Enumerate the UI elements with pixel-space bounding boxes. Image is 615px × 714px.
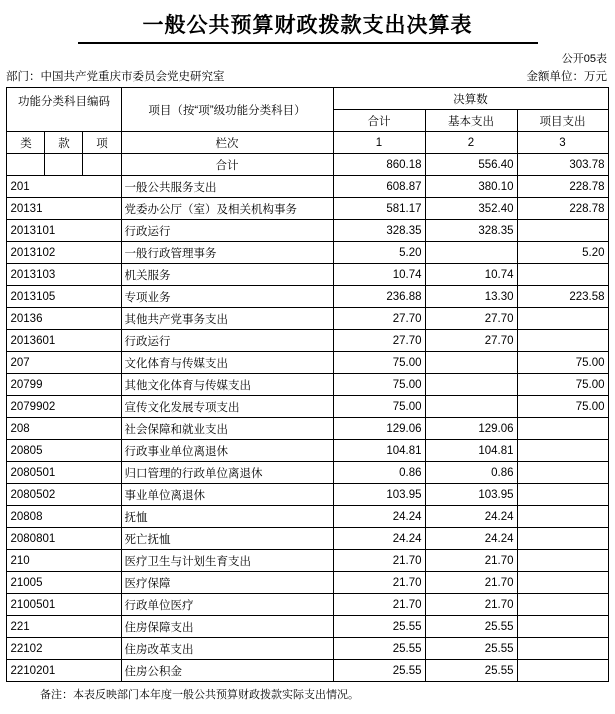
- row-name: 住房保障支出: [121, 616, 333, 638]
- table-header-row-1: [7, 88, 608, 110]
- row-value-3: [517, 484, 608, 506]
- table-row: [7, 374, 608, 396]
- row-value-3: 228.78: [517, 176, 608, 198]
- table-row: [7, 396, 608, 418]
- row-value-1: 24.24: [333, 528, 425, 550]
- row-name: 医疗保障: [121, 572, 333, 594]
- table-row: [7, 594, 608, 616]
- row-value-3: [517, 594, 608, 616]
- table-row: [7, 264, 608, 286]
- table-row: [7, 462, 608, 484]
- code-group-header-label: 功能分类科目编码: [17, 96, 110, 108]
- table-row: [7, 440, 608, 462]
- row-value-3: [517, 462, 608, 484]
- row-value-1: 129.06: [333, 418, 425, 440]
- row-value-3: 75.00: [517, 374, 608, 396]
- table-row: [7, 484, 608, 506]
- row-value-2: 13.30: [425, 286, 517, 308]
- row-code: 2100501: [7, 594, 121, 616]
- total-row-section: [45, 154, 83, 176]
- table-row: [7, 506, 608, 528]
- total-row-value-3: 303.78: [517, 154, 608, 176]
- row-code: 2080502: [7, 484, 121, 506]
- row-value-3: 5.20: [517, 242, 608, 264]
- row-value-3: [517, 550, 608, 572]
- row-value-2: [425, 374, 517, 396]
- row-code: 2013102: [7, 242, 121, 264]
- table-row: [7, 220, 608, 242]
- row-code: 207: [7, 352, 121, 374]
- row-code: 221: [7, 616, 121, 638]
- row-name: 行政运行: [121, 220, 333, 242]
- row-name: 其他文化体育与传媒支出: [121, 374, 333, 396]
- row-value-2: 10.74: [425, 264, 517, 286]
- row-code: 201: [7, 176, 121, 198]
- row-value-3: 223.58: [517, 286, 608, 308]
- row-code: 2080501: [7, 462, 121, 484]
- row-name: 社会保障和就业支出: [121, 418, 333, 440]
- item-column-header: 项目（按“项”级功能分类科目）: [121, 88, 333, 132]
- row-value-2: 24.24: [425, 528, 517, 550]
- row-value-2: 104.81: [425, 440, 517, 462]
- row-value-1: 75.00: [333, 374, 425, 396]
- table-row: [7, 616, 608, 638]
- row-value-1: 103.95: [333, 484, 425, 506]
- row-value-3: [517, 308, 608, 330]
- row-value-2: 21.70: [425, 594, 517, 616]
- row-value-1: 236.88: [333, 286, 425, 308]
- table-row: [7, 330, 608, 352]
- header-level-class: 类: [7, 132, 45, 154]
- row-value-3: [517, 330, 608, 352]
- row-code: 20805: [7, 440, 121, 462]
- row-value-1: 21.70: [333, 572, 425, 594]
- department-line: [0, 68, 615, 87]
- row-code: 2079902: [7, 396, 121, 418]
- row-name: 住房改革支出: [121, 638, 333, 660]
- table-row: [7, 528, 608, 550]
- row-value-1: 27.70: [333, 308, 425, 330]
- row-name: 死亡抚恤: [121, 528, 333, 550]
- row-code: 2013101: [7, 220, 121, 242]
- row-value-2: 380.10: [425, 176, 517, 198]
- row-value-3: [517, 616, 608, 638]
- row-code: 20808: [7, 506, 121, 528]
- row-name: 文化体育与传媒支出: [121, 352, 333, 374]
- row-code: 20136: [7, 308, 121, 330]
- total-row-item: [83, 154, 121, 176]
- row-value-2: 103.95: [425, 484, 517, 506]
- row-value-1: 5.20: [333, 242, 425, 264]
- row-value-3: [517, 264, 608, 286]
- row-value-2: 328.35: [425, 220, 517, 242]
- row-code: 20799: [7, 374, 121, 396]
- row-name: 机关服务: [121, 264, 333, 286]
- row-value-3: [517, 220, 608, 242]
- row-value-3: [517, 440, 608, 462]
- total-row-label: 合计: [121, 154, 333, 176]
- row-value-3: [517, 418, 608, 440]
- row-value-3: 75.00: [517, 396, 608, 418]
- row-name: 其他共产党事务支出: [121, 308, 333, 330]
- row-name: 行政单位医疗: [121, 594, 333, 616]
- row-value-1: 581.17: [333, 198, 425, 220]
- row-value-2: 0.86: [425, 462, 517, 484]
- table-row: [7, 660, 608, 682]
- row-value-1: 25.55: [333, 660, 425, 682]
- row-value-2: 352.40: [425, 198, 517, 220]
- row-value-3: 228.78: [517, 198, 608, 220]
- unit-label: 金额单位：万元: [526, 71, 607, 83]
- header-row-label: 栏次: [121, 132, 333, 154]
- row-value-1: 25.55: [333, 616, 425, 638]
- table-row: [7, 286, 608, 308]
- department-label: 部门：中国共产党重庆市委员会党史研究室: [6, 71, 225, 83]
- final-group-header: 决算数: [333, 88, 608, 110]
- row-value-3: 75.00: [517, 352, 608, 374]
- row-value-3: [517, 638, 608, 660]
- footnote: 备注：本表反映部门本年度一般公共预算财政拨款实际支出情况。: [40, 689, 359, 701]
- row-code: 21005: [7, 572, 121, 594]
- row-value-1: 10.74: [333, 264, 425, 286]
- table-row: [7, 198, 608, 220]
- row-value-1: 608.87: [333, 176, 425, 198]
- row-value-2: 24.24: [425, 506, 517, 528]
- table-body: [7, 176, 608, 682]
- subheader-project: 项目支出: [517, 110, 608, 132]
- row-code: 22102: [7, 638, 121, 660]
- row-code: 20131: [7, 198, 121, 220]
- header-level-item: 项: [83, 132, 121, 154]
- subheader-basic: 基本支出: [425, 110, 517, 132]
- row-value-1: 328.35: [333, 220, 425, 242]
- row-value-2: 25.55: [425, 616, 517, 638]
- table-row: [7, 176, 608, 198]
- row-value-1: 75.00: [333, 396, 425, 418]
- table-row: [7, 352, 608, 374]
- table-row: [7, 242, 608, 264]
- row-value-1: 25.55: [333, 638, 425, 660]
- total-row-class: [7, 154, 45, 176]
- row-name: 党委办公厅（室）及相关机构事务: [121, 198, 333, 220]
- subheader-total: 合计: [333, 110, 425, 132]
- row-name: 事业单位离退休: [121, 484, 333, 506]
- row-value-2: 27.70: [425, 330, 517, 352]
- row-value-3: [517, 572, 608, 594]
- row-value-2: 25.55: [425, 638, 517, 660]
- table-header-row-3: [7, 132, 608, 154]
- header-colnum-1: 1: [333, 132, 425, 154]
- row-name: 住房公积金: [121, 660, 333, 682]
- row-value-2: 21.70: [425, 550, 517, 572]
- budget-expenditure-table: [6, 87, 608, 682]
- row-code: 2013103: [7, 264, 121, 286]
- code-group-header: [7, 88, 121, 132]
- row-code: 2013601: [7, 330, 121, 352]
- row-code: 2013105: [7, 286, 121, 308]
- row-value-2: 129.06: [425, 418, 517, 440]
- row-name: 一般行政管理事务: [121, 242, 333, 264]
- row-value-1: 21.70: [333, 594, 425, 616]
- row-value-2: [425, 352, 517, 374]
- row-name: 医疗卫生与计划生育支出: [121, 550, 333, 572]
- row-name: 专项业务: [121, 286, 333, 308]
- row-value-2: [425, 242, 517, 264]
- table-row: [7, 308, 608, 330]
- row-value-1: 104.81: [333, 440, 425, 462]
- row-value-3: [517, 506, 608, 528]
- row-value-2: 21.70: [425, 572, 517, 594]
- row-code: 2080801: [7, 528, 121, 550]
- row-value-1: 21.70: [333, 550, 425, 572]
- row-value-1: 75.00: [333, 352, 425, 374]
- total-row-value-2: 556.40: [425, 154, 517, 176]
- form-number: 公开05表: [561, 53, 607, 65]
- table-row: [7, 572, 608, 594]
- row-code: 208: [7, 418, 121, 440]
- row-name: 行政运行: [121, 330, 333, 352]
- row-value-1: 27.70: [333, 330, 425, 352]
- table-row: [7, 418, 608, 440]
- header-level-section: 款: [45, 132, 83, 154]
- row-value-1: 0.86: [333, 462, 425, 484]
- row-value-2: 27.70: [425, 308, 517, 330]
- row-name: 行政事业单位离退休: [121, 440, 333, 462]
- row-name: 归口管理的行政单位离退休: [121, 462, 333, 484]
- total-row-value-1: 860.18: [333, 154, 425, 176]
- row-code: 2210201: [7, 660, 121, 682]
- table-total-row: [7, 154, 608, 176]
- header-colnum-2: 2: [425, 132, 517, 154]
- row-value-3: [517, 660, 608, 682]
- row-code: 210: [7, 550, 121, 572]
- row-value-3: [517, 528, 608, 550]
- page-title: 一般公共预算财政拨款支出决算表: [142, 13, 473, 37]
- row-name: 抚恤: [121, 506, 333, 528]
- row-name: 一般公共服务支出: [121, 176, 333, 198]
- row-name: 宣传文化发展专项支出: [121, 396, 333, 418]
- header-colnum-3: 3: [517, 132, 608, 154]
- table-row: [7, 638, 608, 660]
- row-value-2: 25.55: [425, 660, 517, 682]
- row-value-2: [425, 396, 517, 418]
- table-row: [7, 550, 608, 572]
- row-value-1: 24.24: [333, 506, 425, 528]
